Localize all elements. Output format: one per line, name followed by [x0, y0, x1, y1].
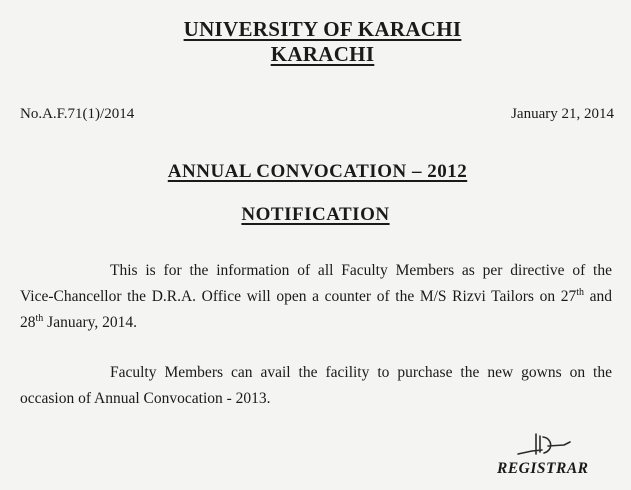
notification-date: January 21, 2014: [511, 106, 614, 122]
reference-number: No.A.F.71(1)/2014: [20, 106, 135, 122]
university-name: UNIVERSITY OF KARACHI: [183, 17, 462, 41]
paragraph-2-line-1: Faculty Members can avail the facility to purchase the new gowns on the: [110, 364, 612, 381]
registrar-title: REGISTRAR: [497, 460, 589, 477]
event-title: ANNUAL CONVOCATION – 2012: [167, 161, 468, 182]
paragraph-1: [20, 258, 612, 336]
notification-title: NOTIFICATION: [241, 204, 390, 225]
paragraph-1-line-1: This is for the information of all Faculty Members as per directive of the: [110, 262, 612, 279]
paragraph-1-line-2: Vice-Chancellor the D.R.A. Office will open a counter of the M/S Rizvi Tailors on 27th and: [20, 286, 612, 305]
city-name: KARACHI: [270, 42, 375, 66]
paragraph-2-line-2: occasion of Annual Convocation - 2013.: [20, 390, 271, 407]
handwritten-signature: [512, 428, 582, 462]
paragraph-1-line-3: 28th January, 2014.: [20, 312, 137, 331]
paragraph-2: [20, 360, 612, 412]
